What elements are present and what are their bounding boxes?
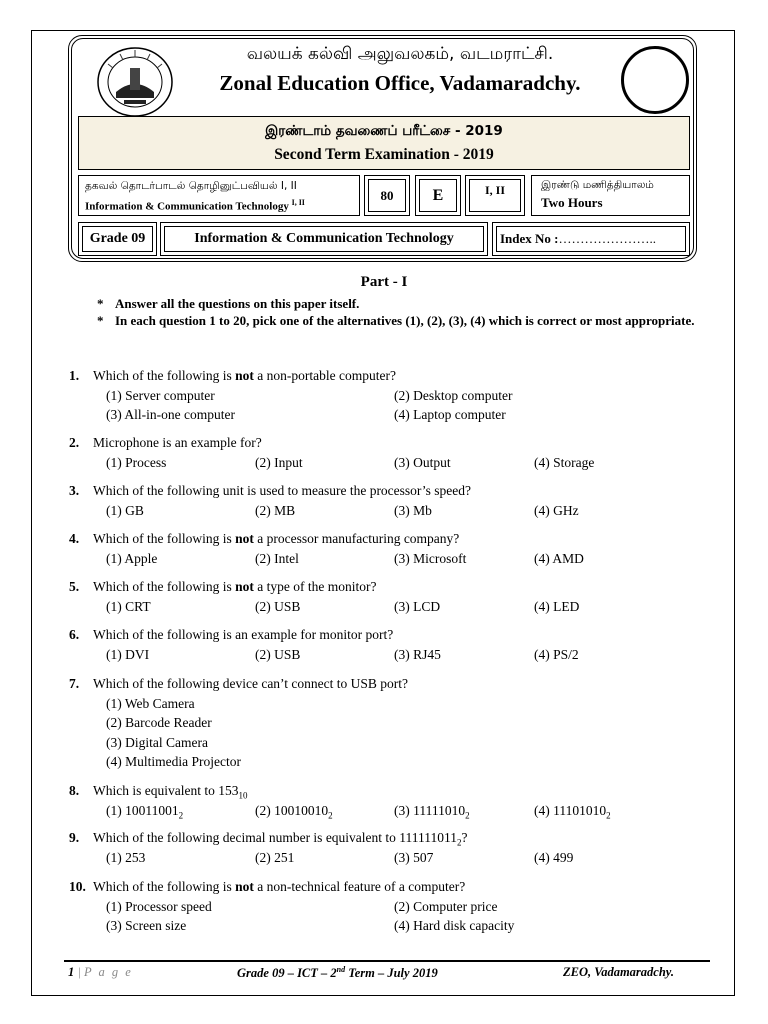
question-6-option-1[interactable]: (1) DVI [106,646,150,662]
question-4-option-3[interactable]: (3) Microsoft [394,550,467,566]
footer-right: ZEO, Vadamaradchy. [563,965,674,979]
question-number: 10. [69,879,86,894]
medium-box [415,175,461,216]
page-separator: | [74,965,84,979]
question-1-option-1[interactable]: (1) Server computer [106,387,215,403]
question-number: 7. [69,676,80,691]
question-7-option-4[interactable]: (4) Multimedia Projector [106,754,241,769]
index-dots: ………………….. [558,231,657,246]
question-9-option-2[interactable]: (2) 251 [255,849,295,865]
option-subscript: 2 [178,810,184,821]
page-word: P a g e [83,965,133,979]
subject-tamil: தகவல் தொடர்பாடல் தொழினுட்பவியல் I, II [85,180,297,192]
question-stem [93,674,408,694]
question-7-option-1[interactable]: (1) Web Camera [106,695,195,711]
question-stem-text: Which of the following unit is used to measure the processor’s speed? [93,483,472,498]
question-10-option-3[interactable]: (3) Screen size [106,918,187,933]
subject-code: 80 [368,179,406,212]
question-8-option-3[interactable] [394,803,470,821]
question-stem-text: Microphone is an example for? [93,435,262,450]
question-number: 1. [69,368,80,383]
footer-center-post: Term – July 2019 [345,966,438,981]
question-emphasis: not [235,368,254,383]
question-stem-text: Which of the following is [93,531,236,546]
footer-center [237,965,438,981]
question-5-option-2[interactable]: (2) USB [255,598,301,614]
medium: E [419,179,457,212]
question-4-option-4[interactable]: (4) AMD [534,550,584,566]
part-title: Part - I [360,274,408,290]
question-stem [93,877,465,897]
option-text: (4) 11101010 [534,802,607,818]
question-1-option-2[interactable]: (2) Desktop computer [394,387,513,403]
question-9-option-3[interactable]: (3) 507 [394,849,434,865]
question-number: 2. [69,435,80,450]
question-stem-text: Which is equivalent to 153 [93,783,239,798]
question-9-option-1[interactable]: (1) 253 [106,849,146,865]
question-10-option-1[interactable]: (1) Processor speed [106,898,212,914]
question-10-option-2[interactable]: (2) Computer price [394,898,498,914]
question-stem [93,433,262,453]
option-subscript: 2 [606,810,611,821]
instruction-2: * In each question 1 to 20, pick one of the alternatives (1), (2), (3), (4) which is correct or most appropriate. [97,313,695,328]
exam-title-tamil: இரண்டாம் தவணைப் பரீட்சை - 2019 [265,123,503,139]
instruction-1: * Answer all the questions on this paper itself. [97,296,360,311]
option-subscript: 2 [465,810,470,821]
question-stem-text: Which of the following decimal number is equivalent to 111111011 [93,830,458,845]
exam-title-english: Second Term Examination - 2019 [274,146,494,163]
question-number: 8. [69,783,80,798]
question-emphasis: not [235,879,254,894]
subject-papers: I, II [291,198,305,207]
grade-box [78,222,157,256]
question-number: 6. [69,627,80,642]
question-7-option-3[interactable]: (3) Digital Camera [106,734,208,750]
duration-tamil: இரண்டு மணித்தியாலம் [541,179,654,191]
duration-english: Two Hours [541,195,603,210]
page-number: 1 [68,965,75,979]
subject-box [78,175,360,216]
question-7-option-2[interactable]: (2) Barcode Reader [106,715,212,730]
question-number: 3. [69,483,80,498]
office-name-english: Zonal Education Office, Vadamaradchy. [219,71,581,95]
question-stem-text-end: a non-technical feature of a computer? [253,879,466,894]
question-3-option-2[interactable]: (2) MB [255,502,296,518]
question-number: 5. [69,579,80,594]
question-6-option-3[interactable]: (3) RJ45 [394,646,441,662]
question-stem [93,481,471,501]
question-subscript: 2 [457,837,462,848]
instruction-2-text: In each question 1 to 20, pick one of the alternatives (1), (2), (3), (4) which is correct or most appropriate. [115,313,695,328]
question-1-option-4[interactable]: (4) Laptop computer [394,407,506,422]
question-stem-text: Which of the following device can’t connect to USB port? [93,676,409,691]
question-3-option-4[interactable]: (4) GHz [534,502,579,518]
index-number-box[interactable] [492,222,690,256]
question-4-option-2[interactable]: (2) Intel [255,550,299,566]
question-6-option-2[interactable]: (2) USB [255,646,301,662]
question-emphasis: not [235,531,254,546]
question-stem-text-end: ? [461,830,468,845]
subject-row-box [160,222,488,256]
question-subscript: 10 [238,790,248,801]
option-subscript: 2 [328,810,333,821]
papers: I, II [469,179,521,212]
subject-code-box [364,175,410,216]
question-3-option-3[interactable]: (3) Mb [394,502,432,518]
question-stem-text: Which of the following is [93,579,236,594]
question-6-option-4[interactable]: (4) PS/2 [534,646,579,662]
question-8-option-1[interactable] [106,803,183,821]
index-number-field[interactable] [496,226,686,252]
question-10-option-4[interactable]: (4) Hard disk capacity [394,918,515,933]
question-5-option-4[interactable]: (4) LED [534,598,580,614]
question-2-option-2[interactable]: (2) Input [255,454,303,470]
question-3-option-1[interactable]: (1) GB [106,502,144,518]
zonal-office-logo [96,46,174,118]
question-number: 9. [69,830,80,845]
footer-rule [64,960,710,962]
index-label: Index No : [500,231,559,246]
footer-page [68,965,133,980]
question-emphasis: not [235,579,254,594]
question-8-option-4[interactable] [534,803,611,821]
footer-center-sup: nd [336,965,346,974]
question-stem [93,577,376,597]
question-stem [93,625,393,645]
papers-box [465,175,525,216]
question-stem [93,529,459,549]
question-4-option-1[interactable]: (1) Apple [106,550,158,566]
option-text: (3) 11111010 [394,802,466,818]
question-stem-text-end: a processor manufacturing company? [253,531,460,546]
question-number: 4. [69,531,80,546]
question-stem [93,366,396,386]
question-5-option-1[interactable]: (1) CRT [106,598,151,614]
question-2-option-1[interactable]: (1) Process [106,454,167,470]
duration-box [531,175,690,216]
grade: Grade 09 [82,226,153,252]
question-stem-text-end: a type of the monitor? [253,579,377,594]
question-stem-text: Which of the following is [93,368,236,383]
subject-english [85,198,305,213]
exam-title-box [78,116,690,170]
question-stem-text-end: a non-portable computer? [253,368,396,383]
question-9-option-4[interactable]: (4) 499 [534,849,574,865]
option-text: (2) 10010010 [255,802,329,818]
corner-circle [621,46,689,114]
question-5-option-3[interactable]: (3) LCD [394,598,441,614]
option-text: (1) 10011001 [106,802,179,818]
subject-row: Information & Communication Technology [164,226,484,252]
office-name-tamil: வலயக் கல்வி அலுவலகம், வடமராட்சி. [246,44,554,64]
question-8-option-2[interactable] [255,803,333,821]
subject-english-text: Information & Communication Technology [85,200,289,213]
question-1-option-3[interactable]: (3) All-in-one computer [106,407,235,422]
instruction-1-text: Answer all the questions on this paper itself. [115,296,360,311]
footer-center-pre: Grade 09 – ICT – 2 [237,966,337,981]
question-2-option-3[interactable]: (3) Output [394,454,451,470]
question-stem-text: Which of the following is [93,879,236,894]
question-2-option-4[interactable]: (4) Storage [534,454,595,470]
question-stem-text: Which of the following is an example for monitor port? [93,627,394,642]
